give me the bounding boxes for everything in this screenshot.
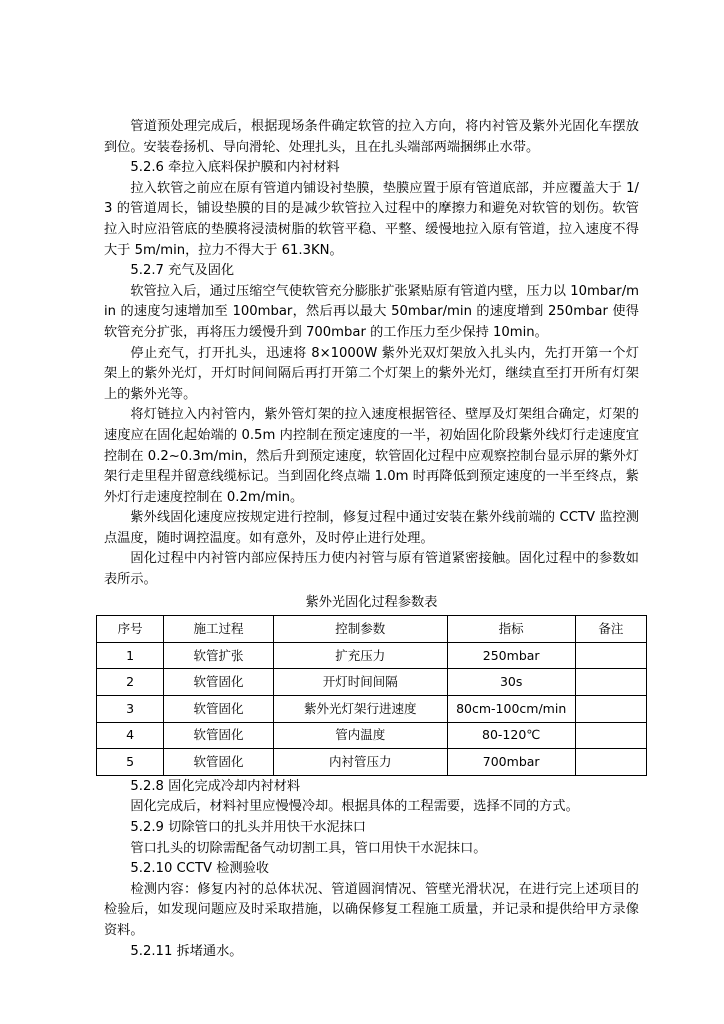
table-cell: 紫外光灯架行进速度	[273, 696, 447, 723]
paragraph-stop-inflation: 停止充气，打开扎头，迅速将 8×1000W 紫外光双灯架放入扎头内，先打开第一个灯架上的紫外光灯，开灯时间间隔后再打开第二个灯架上的紫外光灯，继续直至打开所有灯架上的紫外光等。	[104, 345, 639, 402]
heading-5-2-10: 5.2.10 CCTV 检测验收	[130, 861, 269, 877]
heading-5-2-8: 5.2.8 固化完成冷却内衬材料	[130, 778, 301, 794]
header-cell-process: 施工过程	[164, 616, 274, 643]
table-cell: 80-120℃	[447, 722, 575, 749]
table-cell: 软管固化	[164, 749, 274, 776]
table-cell	[575, 696, 646, 723]
uv-curing-parameter-table	[96, 615, 647, 776]
paragraph-pressure: 固化过程中内衬管内部应保持压力使内衬管与原有管道紧密接触。固化过程中的参数如表所示。	[104, 551, 639, 588]
header-cell-parameter: 控制参数	[273, 616, 447, 643]
heading-5-2-11: 5.2.11 拆堵通水。	[130, 943, 243, 959]
table-row	[97, 642, 647, 669]
table-cell: 软管固化	[164, 722, 274, 749]
header-cell-value: 指标	[447, 616, 575, 643]
table-cell: 开灯时间间隔	[273, 669, 447, 696]
table-cell: 1	[97, 642, 164, 669]
table-row	[97, 722, 647, 749]
heading-5-2-7: 5.2.7 充气及固化	[130, 263, 235, 279]
table-caption: 紫外光固化过程参数表	[305, 594, 438, 610]
paragraph-cooling: 固化完成后，材料衬里应慢慢冷却。根据具体的工程需要，选择不同的方式。	[130, 799, 579, 815]
paragraph-preprocess: 管道预处理完成后，根据现场条件确定软管的拉入方向，将内衬管及紫外光固化车摆放到位。安装卷扬机、导向滑轮、处理扎头，且在扎头端部两端捆绑止水带。	[104, 119, 639, 155]
table-cell: 软管固化	[164, 696, 274, 723]
table-cell: 250mbar	[447, 642, 575, 669]
table-cell: 内衬管压力	[273, 749, 447, 776]
document-body	[104, 117, 639, 962]
paragraph-cctv-inspection: 检测内容：修复内衬的总体状况、管道圆润情况、管壁光滑状况，在进行完上述项目的检验后，如发现问题应及时采取措施，以确保修复工程施工质量，并记录和提供给甲方录像资料。	[104, 881, 639, 938]
paragraph-inflation: 软管拉入后，通过压缩空气使软管充分膨胀扩张紧贴原有管道内壁，压力以 10mbar/min 的速度匀速增加至 100mbar，然后再以最大 50mbar/min 的速度增到 250mbar 使得软管充分扩张，再将压力缓慢升到 700mbar 的工作压力至少保持 10min。	[104, 283, 639, 340]
paragraph-light-chain: 将灯链拉入内衬管内，紫外管灯架的拉入速度根据管径、壁厚及灯架组合确定，灯架的速度应在固化起始端的 0.5m 内控制在预定速度的一半，初始固化阶段紫外线灯行走速度宜控制在 0.2~0.3m/min，然后升到预定速度，软管固化过程中应观察控制台显示屏的紫外灯架行走里程并留意线缆标记。当到固化终点端 1.0m 时再降低到预定速度的一半至终点，紫外灯行走速度控制在 0.2m/min。	[104, 407, 639, 505]
table-cell	[575, 669, 646, 696]
paragraph-uv-speed: 紫外线固化速度应按规定进行控制，修复过程中通过安装在紫外线前端的 CCTV 监控测点温度，随时调控温度。如有意外，及时停止进行处理。	[104, 510, 639, 546]
table-cell	[575, 749, 646, 776]
table-cell: 30s	[447, 669, 575, 696]
table-row	[97, 749, 647, 776]
table-cell: 管内温度	[273, 722, 447, 749]
table-cell: 5	[97, 749, 164, 776]
table-cell: 软管固化	[164, 669, 274, 696]
table-cell	[575, 642, 646, 669]
table-header-row	[97, 616, 647, 643]
heading-5-2-9: 5.2.9 切除管口的扎头并用快干水泥抹口	[130, 820, 366, 835]
table-cell: 2	[97, 669, 164, 696]
table-cell	[575, 722, 646, 749]
table-row	[97, 696, 647, 723]
paragraph-pull-in: 拉入软管之前应在原有管道内铺设衬垫膜，垫膜应置于原有管道底部，并应覆盖大于 1/3 的管道周长，铺设垫膜的目的是减少软管拉入过程中的摩擦力和避免对软管的划伤。软管拉入时应沿管底的垫膜将浸渍树脂的软管平稳、平整、缓慢地拉入原有管道，拉入速度不得大于 5m/min，拉力不得大于 61.3KN。	[104, 180, 639, 258]
section-after-table	[104, 777, 639, 962]
table-cell: 扩充压力	[273, 642, 447, 669]
table-cell: 3	[97, 696, 164, 723]
table-cell: 软管扩张	[164, 642, 274, 669]
table-cell: 4	[97, 722, 164, 749]
table-row	[97, 669, 647, 696]
table-cell: 80cm-100cm/min	[447, 696, 575, 723]
table-cell: 700mbar	[447, 749, 575, 776]
paragraph-cut-ends: 管口扎头的切除需配备气动切割工具，管口用快干水泥抹口。	[130, 840, 487, 856]
header-cell-remark: 备注	[575, 616, 646, 643]
heading-5-2-6: 5.2.6 牵拉入底料保护膜和内衬材料	[130, 160, 340, 176]
header-cell-index: 序号	[97, 616, 164, 643]
section-before-table	[104, 117, 639, 591]
